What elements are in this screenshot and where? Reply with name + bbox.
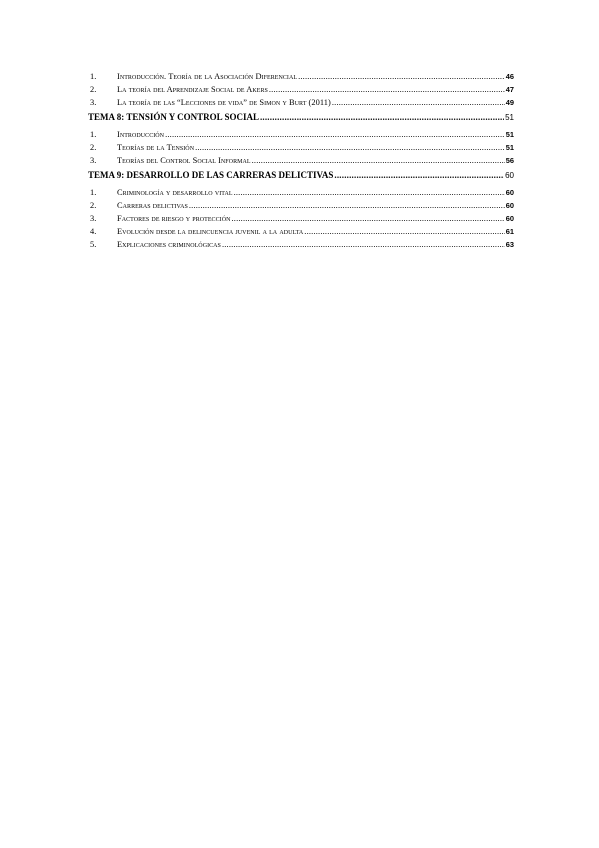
toc-entry-page: 60: [505, 201, 514, 210]
toc-entry[interactable]: [88, 238, 514, 251]
toc-entry[interactable]: [88, 225, 514, 238]
toc-chapter-page: 60: [505, 171, 514, 180]
toc-entry-number: 4.: [90, 227, 97, 236]
toc-entry[interactable]: [88, 70, 514, 83]
toc-entry[interactable]: [88, 154, 514, 167]
toc-chapter-heading[interactable]: [88, 109, 514, 125]
toc-entry-page: 61: [505, 227, 514, 236]
table-of-contents: [88, 70, 514, 251]
toc-entry-number: 5.: [90, 240, 97, 249]
toc-entry-page: 60: [505, 214, 514, 223]
toc-entry-title: Factores de riesgo y protección: [117, 214, 231, 223]
toc-entry-number: 3.: [90, 214, 97, 223]
toc-entry-title: Explicaciones criminológicas: [117, 240, 221, 249]
toc-entry-title: Teorías del Control Social Informal: [117, 156, 251, 165]
toc-entry[interactable]: [88, 83, 514, 96]
toc-entry-page: 51: [505, 130, 514, 139]
toc-entry-page: 60: [505, 188, 514, 197]
toc-entry-title: La teoría de las “Lecciones de vida” de Simon y Burt (2011): [117, 98, 331, 107]
toc-entry-title: Carreras delictivas: [117, 201, 188, 210]
toc-entry[interactable]: [88, 186, 514, 199]
dot-leader: [332, 96, 505, 109]
toc-entry-title: La teoría del Aprendizaje Social de Akers: [117, 85, 268, 94]
dot-leader: [234, 186, 505, 199]
toc-entry-number: 1.: [90, 130, 97, 139]
toc-entry[interactable]: [88, 141, 514, 154]
dot-leader: [304, 225, 504, 238]
toc-entry-page: 56: [505, 156, 514, 165]
toc-entry-title: Introducción. Teoría de la Asociación Diferencial: [117, 72, 298, 81]
toc-entry[interactable]: [88, 199, 514, 212]
toc-entry-number: 1.: [90, 72, 97, 81]
toc-entry-page: 63: [505, 240, 514, 249]
toc-entry-page: 51: [505, 143, 514, 152]
dot-leader: [231, 212, 504, 225]
toc-entry[interactable]: [88, 128, 514, 141]
toc-entry-title: Evolución desde la delincuencia juvenil a la adulta: [117, 227, 304, 236]
toc-entry[interactable]: [88, 96, 514, 109]
toc-entry-title: Teorías de la Tensión: [117, 143, 195, 152]
toc-entry-number: 3.: [90, 98, 97, 107]
toc-entry[interactable]: [88, 212, 514, 225]
dot-leader: [298, 70, 505, 83]
toc-chapter-title: TEMA 9: DESARROLLO DE LAS CARRERAS DELICTIVAS: [88, 170, 334, 180]
toc-entry-number: 2.: [90, 85, 97, 94]
dot-leader: [189, 199, 505, 212]
toc-entry-title: Criminología y desarrollo vital: [117, 188, 233, 197]
toc-entry-title: Introducción: [117, 130, 165, 139]
toc-entry-page: 49: [505, 98, 514, 107]
toc-chapter-heading[interactable]: [88, 167, 514, 183]
toc-entry-page: 46: [505, 72, 514, 81]
toc-entry-number: 2.: [90, 201, 97, 210]
toc-entry-number: 3.: [90, 156, 97, 165]
dot-leader: [334, 167, 504, 183]
dot-leader: [195, 141, 505, 154]
dot-leader: [252, 154, 505, 167]
toc-entry-number: 1.: [90, 188, 97, 197]
dot-leader: [165, 128, 505, 141]
toc-entry-number: 2.: [90, 143, 97, 152]
toc-entry-page: 47: [505, 85, 514, 94]
dot-leader: [222, 238, 505, 251]
dot-leader: [269, 83, 505, 96]
toc-chapter-page: 51: [505, 113, 514, 122]
dot-leader: [260, 109, 504, 125]
toc-chapter-title: TEMA 8: TENSIÓN Y CONTROL SOCIAL: [88, 112, 259, 122]
